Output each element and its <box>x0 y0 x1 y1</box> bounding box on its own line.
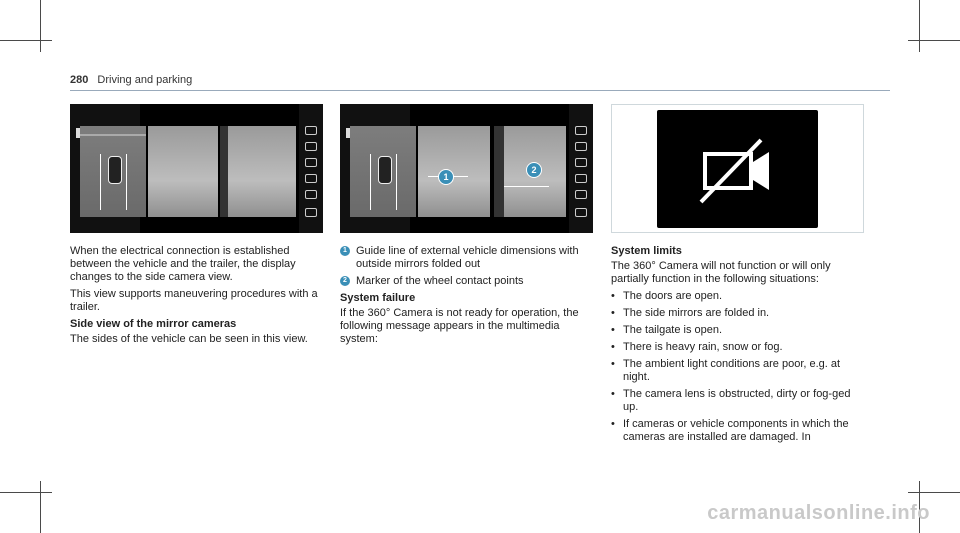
crop-mark <box>40 0 41 52</box>
camera-option-icon[interactable] <box>575 208 587 217</box>
vehicle-top-icon <box>378 156 392 184</box>
list-item: • The camera lens is obstructed, dirty or fog-ged up. <box>611 388 851 413</box>
crop-mark <box>40 481 41 533</box>
paragraph: If the 360° Camera is not ready for operation, the following message appears in the multimedia system: <box>340 307 579 345</box>
paragraph: The 360° Camera will not function or will only partially function in the following situations: <box>611 260 831 285</box>
camera-option-icon[interactable] <box>575 174 587 183</box>
bullet-icon: • <box>611 388 615 400</box>
list-item: • The ambient light conditions are poor, e.g. at night. <box>611 358 841 383</box>
section-title: Driving and parking <box>97 74 193 86</box>
numbered-item <box>340 245 595 271</box>
camera-option-icon[interactable] <box>305 174 317 183</box>
bullet-icon: • <box>611 418 615 430</box>
camera-unavailable-screen <box>657 110 818 228</box>
list-item: • The doors are open. <box>611 290 723 302</box>
bullet-icon: • <box>611 341 615 353</box>
vehicle-side <box>494 126 504 217</box>
paragraph: When the electrical connection is established between the vehicle and the trailer, the display changes to the side camera view. <box>70 245 296 283</box>
vehicle-side <box>220 126 228 217</box>
column-1 <box>70 245 325 350</box>
numbered-item-text: Guide line of external vehicle dimensions with outside mirrors folded out <box>356 245 579 270</box>
guide-line <box>504 186 549 187</box>
camera-menu <box>299 104 323 233</box>
bullet-icon: • <box>611 307 615 319</box>
callout-1-marker: 1 <box>340 246 350 256</box>
left-mirror-view <box>148 126 218 217</box>
bullet-icon: • <box>611 358 615 370</box>
camera-option-icon[interactable] <box>575 158 587 167</box>
header-divider <box>70 90 890 91</box>
column-3 <box>611 245 866 448</box>
vehicle-top-icon <box>108 156 122 184</box>
camera-option-icon[interactable] <box>305 126 317 135</box>
top-view <box>350 126 416 217</box>
callout-2-marker: 2 <box>340 276 350 286</box>
crop-mark <box>0 492 52 493</box>
numbered-item-text: Marker of the wheel contact points <box>356 275 524 287</box>
camera-option-icon[interactable] <box>575 126 587 135</box>
subheading: System limits <box>611 245 682 257</box>
limits-list <box>611 290 866 444</box>
paragraph: The sides of the vehicle can be seen in this view. <box>70 333 308 345</box>
side-mirror-camera-screen <box>70 104 323 233</box>
page-number: 280 <box>70 74 89 86</box>
column-2 <box>340 245 595 350</box>
callout-1: 1 <box>438 169 454 185</box>
list-item: • The side mirrors are folded in. <box>611 307 770 319</box>
left-camera-view <box>418 126 490 217</box>
crop-mark <box>919 0 920 52</box>
subheading: Side view of the mirror cameras <box>70 318 237 330</box>
trailer-camera-screen <box>340 104 593 233</box>
camera-menu <box>569 104 593 233</box>
subheading: System failure <box>340 292 416 304</box>
top-view <box>80 126 146 217</box>
camera-option-icon[interactable] <box>575 190 587 199</box>
camera-option-icon[interactable] <box>575 142 587 151</box>
camera-option-icon[interactable] <box>305 208 317 217</box>
camera-option-icon[interactable] <box>305 190 317 199</box>
guide-line <box>126 154 127 210</box>
camera-off-icon <box>657 110 818 228</box>
crop-mark <box>908 40 960 41</box>
list-item: • There is heavy rain, snow or fog. <box>611 341 783 353</box>
list-item: • The tailgate is open. <box>611 324 723 336</box>
list-item: • If cameras or vehicle components in which the cameras are installed are damaged. In <box>611 418 849 443</box>
paragraph: This view supports maneuvering procedures with a trailer. <box>70 288 318 313</box>
camera-option-icon[interactable] <box>305 158 317 167</box>
watermark: carmanualsonline.info <box>707 502 930 524</box>
page-header <box>70 74 192 86</box>
guide-line <box>370 154 371 210</box>
floor-line <box>80 134 146 136</box>
callout-2: 2 <box>526 162 542 178</box>
crop-mark <box>0 40 52 41</box>
guide-line <box>396 154 397 210</box>
guide-line <box>100 154 101 210</box>
right-mirror-view <box>220 126 296 217</box>
bullet-icon: • <box>611 290 615 302</box>
camera-option-icon[interactable] <box>305 142 317 151</box>
numbered-item <box>340 275 595 288</box>
bullet-icon: • <box>611 324 615 336</box>
crop-mark <box>908 492 960 493</box>
